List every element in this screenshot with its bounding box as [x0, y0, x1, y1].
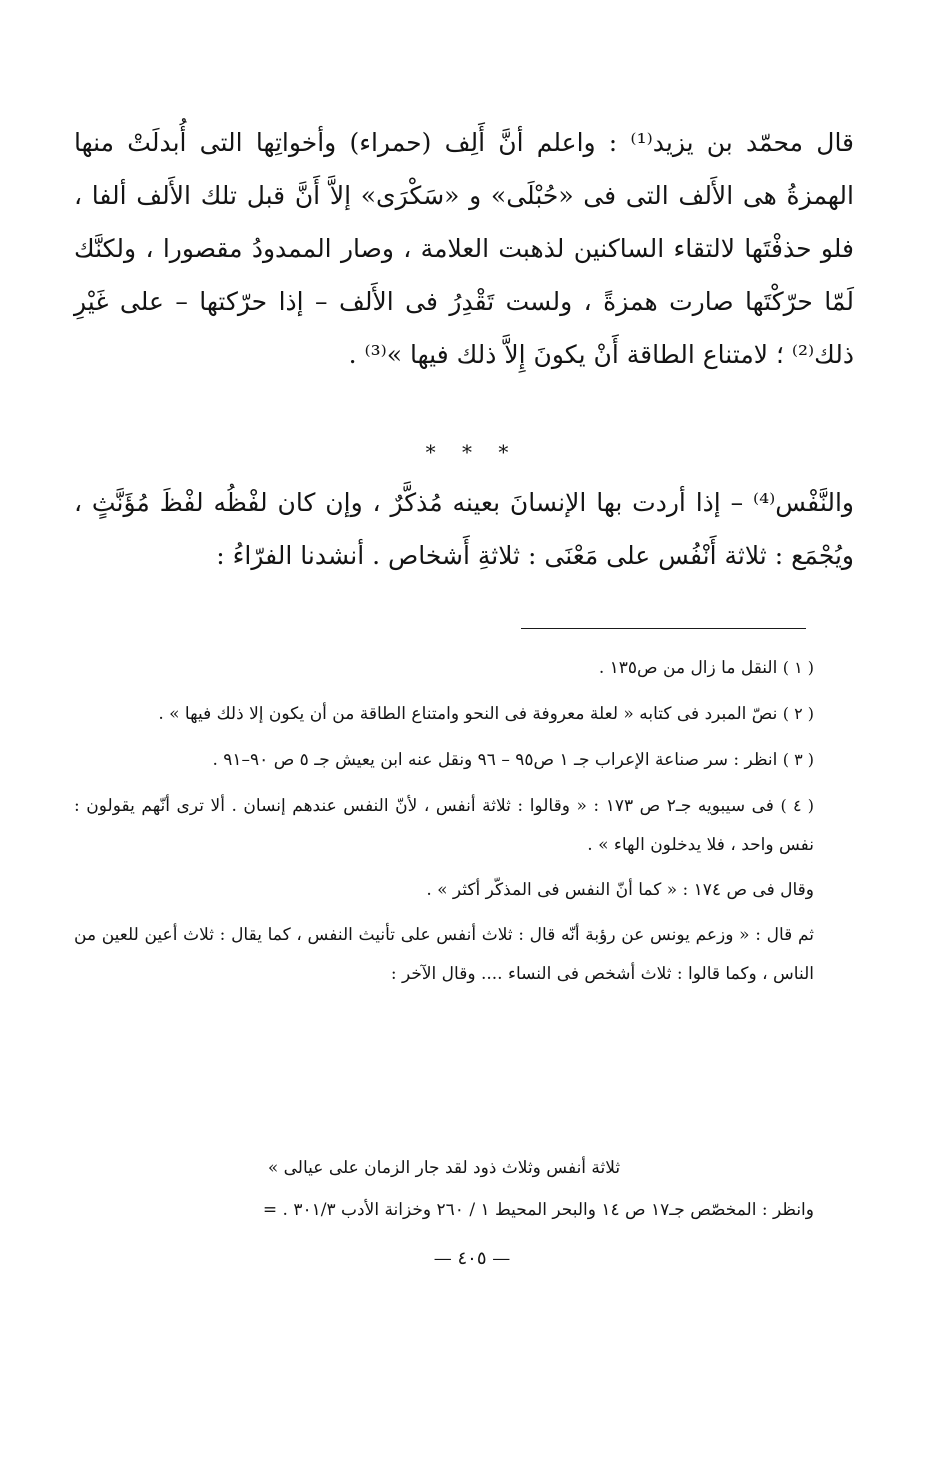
- footnote-see-also: وانظر : المخصّص جـ١٧ ص ١٤ والبحر المحيط ١ / ٢٦٠ وخزانة الأدب ٣٠١/٣ . =: [262, 1200, 814, 1220]
- footnote-4-continuation-a: وقال فى ص ١٧٤ : « كما أنّ النفس فى المذكّر أكثر » .: [426, 880, 814, 900]
- quoted-verse: ثلاثة أنفس وثلاث ذود لقد جار الزمان على عيالى »: [267, 1158, 621, 1178]
- footnote-number: ( ٣ ): [782, 750, 814, 769]
- footnote-number: ( ٢ ): [782, 704, 814, 723]
- footnote-text: انظر : سر صناعة الإعراب جـ ١ ص٩٥ – ٩٦ ونقل عنه ابن يعيش جـ ٥ ص ٩٠–٩١ .: [212, 750, 778, 770]
- paragraph-text: والنَّفْس⁽⁴⁾ – إذا أردت بها الإنسانَ بعينه مُذكَّرٌ ، وإن كان لفْظُه لفْظَ مُؤَنَّثٍ ، ويُجْمَع : ثلاثة أَنْفُس على مَعْنَى : ثلاثةِ أَشخاص . أنشدنا الفرّاءُ :: [74, 488, 854, 570]
- page-number: — ٤٠٥ —: [433, 1248, 511, 1269]
- paragraph-text: قال محمّد بن يزيد⁽¹⁾ : واعلم أنَّ أَلِف (حمراء) وأخواتِها التى أُبدلَتْ منها الهمزةُ هى الأَلف التى فى «حُبْلَى» و «سَكْرَى» إلاَّ أَنَّ قبل تلك الأَلف ألفا ، فلو حذفْتَها لالتقاء الساكنين لذهبت العلامة ، وصار الممدودُ مقصورا ، ولكنَّك لَمّا حرّكْتَها صارت همزةً ، ولست تَقْدِرُ فى الأَلف – إذا حرّكتها – على غَيْرِ ذلك⁽²⁾ ؛ لامتناع الطاقة أَنْ يكونَ إِلاَّ ذلك فيها »⁽³⁾ .: [74, 128, 855, 369]
- footnote-number: ( ١ ): [782, 658, 814, 677]
- footnote-3: [74, 740, 814, 780]
- footnote-1: [74, 648, 814, 688]
- section-separator-asterisks: * * *: [425, 440, 519, 464]
- main-paragraph-1: [74, 116, 854, 381]
- footnote-text: النقل ما زال من ص١٣٥ .: [598, 658, 778, 678]
- footnote-number: ( ٤ ): [780, 796, 815, 815]
- footnote-divider-line: [521, 628, 806, 629]
- main-paragraph-2: [74, 476, 854, 582]
- footnote-text: فى سيبويه جـ٢ ص ١٧٣ : « وقالوا : ثلاثة أنفس ، لأنّ النفس عندهم إنسان . ألا ترى أنّهم يقولون : نفس واحد ، فلا يدخلون الهاء » .: [74, 796, 814, 855]
- footnotes-section: [74, 648, 814, 1000]
- footnote-text: نصّ المبرد فى كتابه « لعلة معروفة فى النحو وامتناع الطاقة من أن يكون إلا ذلك فيها » .: [158, 704, 778, 724]
- footnote-4: [74, 786, 814, 865]
- footnote-4-continuation-b: ثم قال : « وزعم يونس عن رؤبة أنّه قال : ثلاث أنفس على تأنيث النفس ، كما يقال : ثلاث أعين للعين من الناس ، وكما قالوا : ثلاث أشخص فى النساء .... وقال الآخر :: [74, 925, 815, 984]
- footnote-2: [74, 694, 814, 734]
